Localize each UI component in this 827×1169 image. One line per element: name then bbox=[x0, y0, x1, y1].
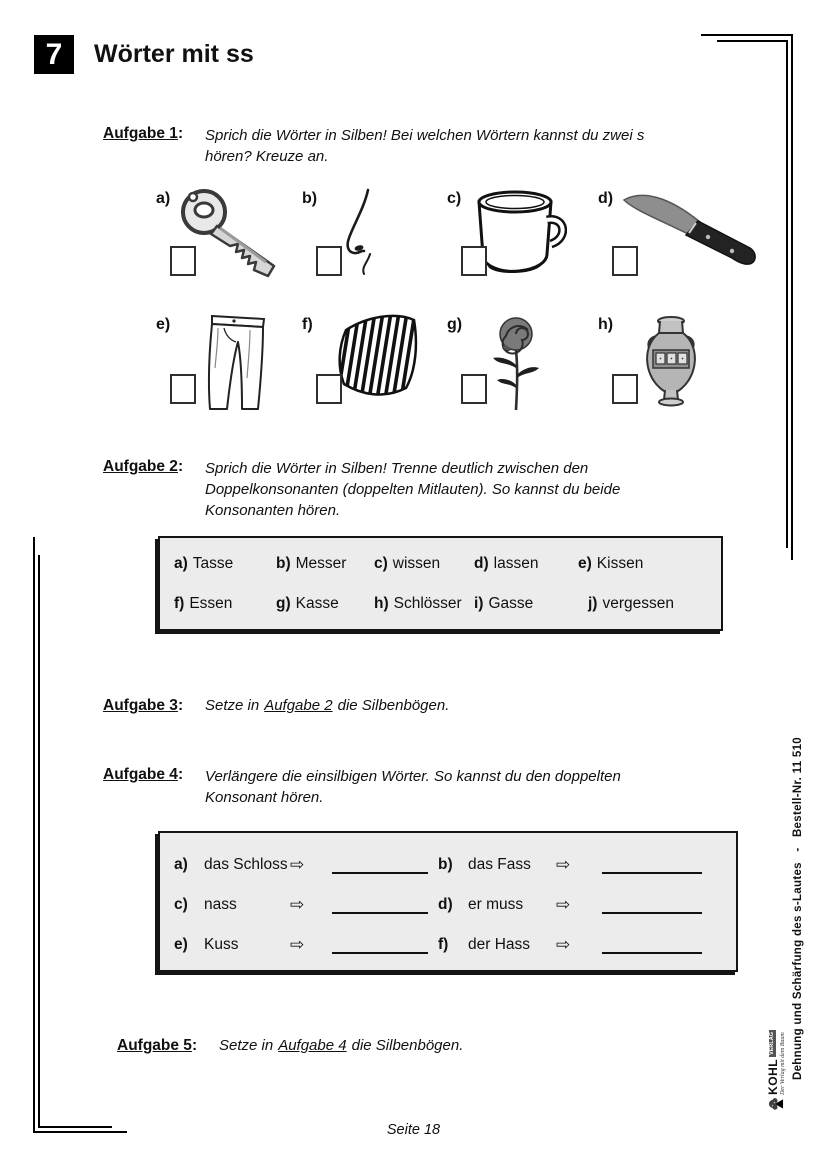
word-item: i) Gasse bbox=[474, 595, 534, 612]
item-word: Kuss bbox=[204, 936, 239, 953]
sidebar-booklet-info: Dehnung und Schärfung des s-Lautes - Bestell-Nr. 11 510 bbox=[792, 737, 804, 1080]
word-box-task-2 bbox=[158, 536, 723, 631]
task-1-instruction: Sprich die Wörter in Silben! Bei welchen Wörtern kannst du zwei s hören? Kreuze an. bbox=[205, 127, 645, 165]
checkbox-g[interactable] bbox=[461, 374, 487, 404]
rose-picture bbox=[487, 314, 543, 412]
picture-letter: a) bbox=[156, 190, 171, 207]
picture-item-b bbox=[298, 186, 448, 298]
task-5 bbox=[117, 1037, 463, 1055]
word-item: b) Messer bbox=[276, 555, 347, 572]
knife-picture bbox=[620, 190, 760, 270]
task-1 bbox=[103, 125, 657, 167]
picture-letter: e) bbox=[156, 316, 171, 333]
vase-picture bbox=[638, 314, 704, 410]
checkbox-e[interactable] bbox=[170, 374, 196, 404]
answer-line-c[interactable] bbox=[332, 896, 428, 914]
trousers-picture bbox=[184, 312, 284, 412]
task-4 bbox=[103, 766, 671, 808]
border-decoration-bottom-left-inner bbox=[38, 555, 112, 1128]
task-1-label: Aufgabe 1: bbox=[103, 125, 184, 142]
word-row-1 bbox=[174, 555, 721, 595]
publisher-tagline: Der Verlag mit dem Baum bbox=[779, 1032, 786, 1095]
item-letter: d) bbox=[438, 896, 453, 913]
item-letter: b) bbox=[438, 856, 453, 873]
item-letter: e) bbox=[174, 936, 188, 953]
task-2-label: Aufgabe 2: bbox=[103, 458, 184, 475]
word-item: a) Tasse bbox=[174, 555, 234, 572]
arrow-right-icon: ⇨ bbox=[290, 855, 305, 874]
picture-item-h bbox=[594, 312, 744, 424]
item-letter: c) bbox=[174, 896, 188, 913]
item-word: das Schloss bbox=[204, 856, 288, 873]
task-3 bbox=[103, 697, 449, 715]
picture-letter: h) bbox=[598, 316, 614, 333]
task-5-text-pre: Setze in bbox=[219, 1037, 274, 1054]
picture-letter: d) bbox=[598, 190, 614, 207]
picture-item-g bbox=[443, 312, 593, 424]
word-item: c) wissen bbox=[374, 555, 441, 572]
picture-letter: c) bbox=[447, 190, 462, 207]
page-title: Wörter mit ss bbox=[94, 40, 254, 68]
picture-letter: g) bbox=[447, 316, 463, 333]
word-item: f) Essen bbox=[174, 595, 233, 612]
picture-item-e bbox=[152, 312, 302, 424]
word-item: j) vergessen bbox=[588, 595, 674, 612]
item-word: das Fass bbox=[468, 856, 531, 873]
task-4-label: Aufgabe 4: bbox=[103, 766, 184, 783]
answer-line-d[interactable] bbox=[602, 896, 702, 914]
arrow-right-icon: ⇨ bbox=[556, 895, 571, 914]
task-3-reference: Aufgabe 2 bbox=[264, 697, 333, 714]
item-word: nass bbox=[204, 896, 237, 913]
picture-item-c bbox=[443, 186, 593, 298]
answer-line-e[interactable] bbox=[332, 936, 428, 954]
picture-letter: f) bbox=[302, 316, 313, 333]
arrow-right-icon: ⇨ bbox=[556, 935, 571, 954]
word-row-2 bbox=[174, 595, 721, 635]
picture-item-f bbox=[298, 312, 448, 424]
task-2-instruction: Sprich die Wörter in Silben! Trenne deutlich zwischen den Doppelkonsonanten (doppelten Mitlauten). So kannst du beide Konsonanten hören. bbox=[205, 460, 621, 519]
checkbox-b[interactable] bbox=[316, 246, 342, 276]
picture-letter: b) bbox=[302, 190, 318, 207]
task-5-label: Aufgabe 5: bbox=[117, 1037, 198, 1054]
exercise-row bbox=[174, 845, 736, 885]
exercise-box-task-4 bbox=[158, 831, 738, 972]
publisher-logo-text bbox=[767, 1030, 786, 1095]
answer-line-b[interactable] bbox=[602, 856, 702, 874]
exercise-row bbox=[174, 885, 736, 925]
tree-icon bbox=[761, 1098, 791, 1110]
checkbox-f[interactable] bbox=[316, 374, 342, 404]
checkbox-a[interactable] bbox=[170, 246, 196, 276]
task-3-text-pre: Setze in bbox=[205, 697, 260, 714]
task-5-instruction bbox=[219, 1037, 463, 1054]
task-3-label: Aufgabe 3: bbox=[103, 697, 184, 714]
word-item: g) Kasse bbox=[276, 595, 339, 612]
chapter-number-badge: 7 bbox=[34, 35, 74, 74]
task-3-instruction bbox=[205, 697, 449, 714]
exercise-row bbox=[174, 925, 736, 965]
publisher-brand: KOHL bbox=[765, 1058, 780, 1095]
arrow-right-icon: ⇨ bbox=[556, 855, 571, 874]
arrow-right-icon: ⇨ bbox=[290, 895, 305, 914]
item-letter: f) bbox=[438, 936, 449, 953]
checkbox-d[interactable] bbox=[612, 246, 638, 276]
task-5-reference: Aufgabe 4 bbox=[278, 1037, 347, 1054]
arrow-right-icon: ⇨ bbox=[290, 935, 305, 954]
checkbox-c[interactable] bbox=[461, 246, 487, 276]
task-3-text-post: die Silbenbögen. bbox=[337, 697, 450, 714]
page-number: Seite 18 bbox=[386, 1122, 441, 1138]
checkbox-h[interactable] bbox=[612, 374, 638, 404]
publisher-logo bbox=[752, 1030, 800, 1110]
task-4-instruction: Verlängere die einsilbigen Wörter. So kannst du den doppelten Konsonant hören. bbox=[205, 768, 621, 806]
word-item: d) lassen bbox=[474, 555, 539, 572]
answer-line-f[interactable] bbox=[602, 936, 702, 954]
item-word: er muss bbox=[468, 896, 524, 913]
word-item: h) Schlösser bbox=[374, 595, 462, 612]
item-word: der Hass bbox=[468, 936, 531, 953]
publisher-brand-suffix: VERLAG bbox=[768, 1032, 775, 1055]
picture-item-a bbox=[152, 186, 302, 298]
word-item: e) Kissen bbox=[578, 555, 644, 572]
answer-line-a[interactable] bbox=[332, 856, 428, 874]
task-5-text-post: die Silbenbögen. bbox=[351, 1037, 464, 1054]
picture-item-d bbox=[594, 186, 744, 298]
item-letter: a) bbox=[174, 856, 188, 873]
task-2 bbox=[103, 458, 663, 521]
